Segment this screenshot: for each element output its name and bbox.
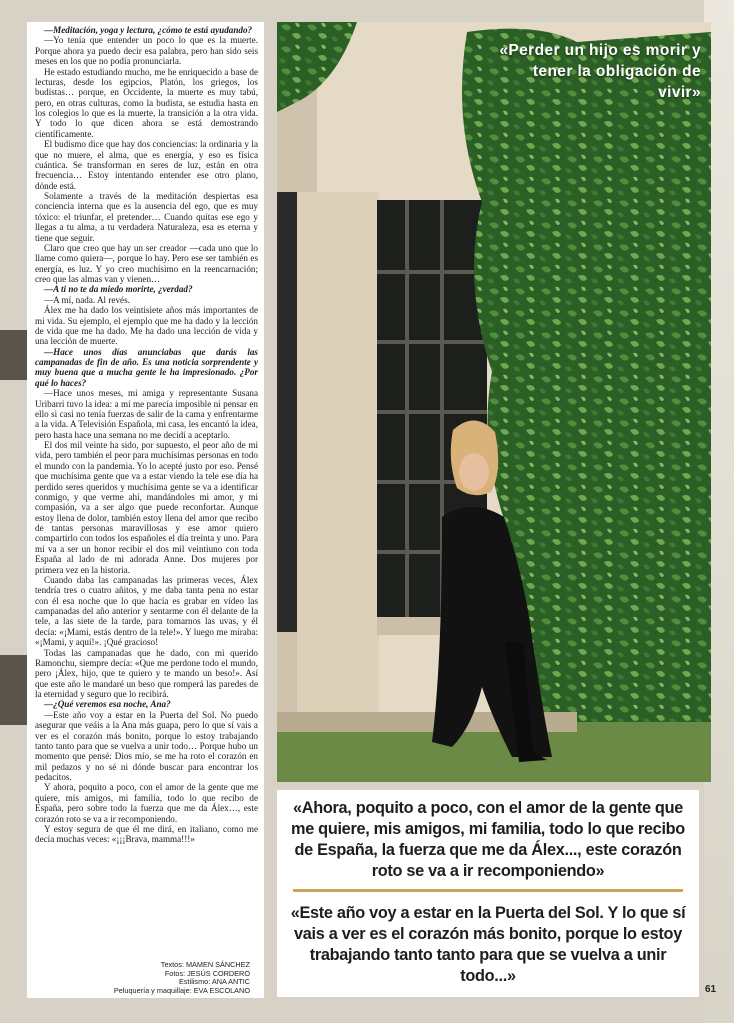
pillar xyxy=(297,192,379,762)
article-paragraph: He estado estudiando mucho, me he enriquecido a base de lecturas, desde los egipcios, Platón, los griegos, los budistas… porque, en Occidente, la muerte es muy tabú, pero, en otras culturas, como la budista, se estudia hasta en los colegios lo que es la muerte, la transición a la otra vida. Y todo lo que dicen ahora se está demostrando científicamente. xyxy=(35,66,258,139)
article-paragraph: El dos mil veinte ha sido, por supuesto, el peor año de mi vida, pero también el peor para muchísimas personas en todo el mundo con la pandemia. Yo lo acepté justo por eso. Pensé que muchísima gente que va a estar viendo la tele ese día ha perdido seres queridos y muchísima gente se va a identificar conmigo, y que verme ahí, mandándoles mi amor, y mi compasión, va a ser algo que puede reconfortar. Aunque estoy llena de dolor, también estoy llena del amor que recibo de tantas personas maravillosas y ese amor quiero compartirlo con todos los españoles el día treinta y uno. Para mí va a ser un honor recibir el dos mil veintiuno con toda España al lado de mi adorada Anne. Dos mujeres por primera vez en la historia. xyxy=(35,440,258,575)
pull-quote-divider xyxy=(293,889,683,892)
article-paragraph: —Yo tenía que entender un poco lo que es la muerte. Porque ahora ya puedo decir esa palabra, pero han sido seis meses en los que no podía pronunciarla. xyxy=(35,35,258,67)
pull-quote-2: «Este año voy a estar en la Puerta del Sol. Y lo que sí vais a ver es el corazón más bonito, porque lo estoy trabajando tanto tanto para que se vuelva a unir todo...» xyxy=(290,904,686,985)
pull-quote-box xyxy=(277,790,699,997)
article-paragraph: Solamente a través de la meditación despiertas esa conciencia interna que es la ausencia del ego, que es muy tóxico: el triunfar, el pretender… Cuando quitas ese ego y llegas a tu alma, a tu verdadera Naturaleza, esa es eterna y tiene que seguir. xyxy=(35,191,258,243)
article-column xyxy=(27,22,264,998)
article-paragraph: —Hace unos meses, mi amiga y representante Susana Uribarri tuvo la idea: a mí me parecía imposible ni pensar en ello si casi no tenía fuerzas de salir de la cama y enfrentarme a la vida. A Televisión Española, mi casa, les encantó la idea, pero hasta hace una semana no me decidí a aceptarlo. xyxy=(35,388,258,440)
interview-question: —Hace unos días anunciabas que darás las campanadas de fin de año. Es una noticia sorprendente y muy buena que a mucha gente le ha impresionado. ¿Por qué lo haces? xyxy=(35,346,258,388)
article-paragraph: —A mí, nada. Al revés. xyxy=(44,294,130,305)
credit-line: Peluquería y maquillaje: EVA ESCOLANO xyxy=(113,985,250,995)
credit-line: Estilismo: ANA ANTIC xyxy=(179,977,250,987)
interview-question: —¿Qué veremos esa noche, Ana? xyxy=(44,699,171,710)
background-fence-rail xyxy=(0,330,30,380)
photo-illustration xyxy=(277,22,711,782)
article-paragraph: Claro que creo que hay un ser creador —cada uno que lo llame como quiera—, porque lo hay. Pero ese ser también es energía, es luz. Y yo creo muchísimo en la reencarnación; creo que las almas van y vienen… xyxy=(35,242,258,284)
article-paragraph: Y estoy segura de que él me dirá, en italiano, como me decía muchas veces: «¡¡¡Brava, mamma!!!» xyxy=(35,823,258,845)
interview-question: —Meditación, yoga y lectura, ¿cómo te está ayudando? xyxy=(44,25,253,35)
article-paragraph: Todas las campanadas que he dado, con mi querido Ramonchu, siempre decía: «Que me perdone todo el mundo, pero ¡Álex, hijo, que te quiero y te mando un beso!». Así que este año le mandaré un beso que romperá las paredes de la eternidad y seguro que lo recibirá. xyxy=(35,647,258,699)
article-paragraph: Cuando daba las campanadas las primeras veces, Álex tendría tres o cuatro añitos, y me daba tanta pena no estar con él esa noche que lo que hacía es grabar en vídeo las campanadas del año anterior y sentarme con él delante de la tele, a las siete de la tarde, para tomarnos las uvas, y él decía: «¡Mami, estás dentro de la tele!». Y luego me miraba: «¡Mami, y aquí!». ¡Qué gracioso! xyxy=(35,574,258,648)
photo-quote: «Perder un hijo es morir y tener la obligación de vivir» xyxy=(499,42,701,101)
interview-question: —A ti no te da miedo morirte, ¿verdad? xyxy=(44,284,193,295)
photo-credits xyxy=(27,961,264,998)
article-paragraph: —Este año voy a estar en la Puerta del Sol. No puedo asegurar que veáis a la Ana más guapa, pero lo que sí vais a ver es el corazón más bonito, porque lo estoy trabajando tanto tanto para que se vuelva a unir todo… Porque hubo un momento que pensé: Dios mío, se me ha roto el corazón en mil pedazos y no sé ni dónde buscar para encontrar los pedacitos. xyxy=(35,709,258,782)
article-paragraph: El budismo dice que hay dos conciencias: la ordinaria y la que no muere, el alma, que es energía, y eso es física cuántica. Se transforman en seres de luz, están en otra frecuencia… Estoy intentando entender ese otro plano, dónde está. xyxy=(35,139,258,191)
page-number: 61 xyxy=(705,984,717,995)
credit-line: Fotos: JESÚS CORDERO xyxy=(164,968,250,978)
main-photo xyxy=(277,22,711,782)
article-paragraph: Y ahora, poquito a poco, con el amor de la gente que me quiere, mis amigos, mi familia, todo lo que recibo de España, pero sobre todo la fuerza que me da Álex…, este corazón roto se va a ir recomponiendo. xyxy=(35,782,258,824)
background-fence-rail xyxy=(0,655,30,725)
article-paragraph: Álex me ha dado los veintisiete años más importantes de mi vida. Su ejemplo, el ejemplo que me ha dado y la lección de vida que me ha dado. Me ha dado una lección de vida y una lección de muerte. xyxy=(35,305,258,347)
pull-quote-1: «Ahora, poquito a poco, con el amor de la gente que me quiere, mis amigos, mi familia, todo lo que recibo de España, la fuerza que me da Álex..., este corazón roto se va a ir recomponiendo» xyxy=(291,799,685,880)
credit-line: Textos: MAMEN SÁNCHEZ xyxy=(160,960,250,969)
